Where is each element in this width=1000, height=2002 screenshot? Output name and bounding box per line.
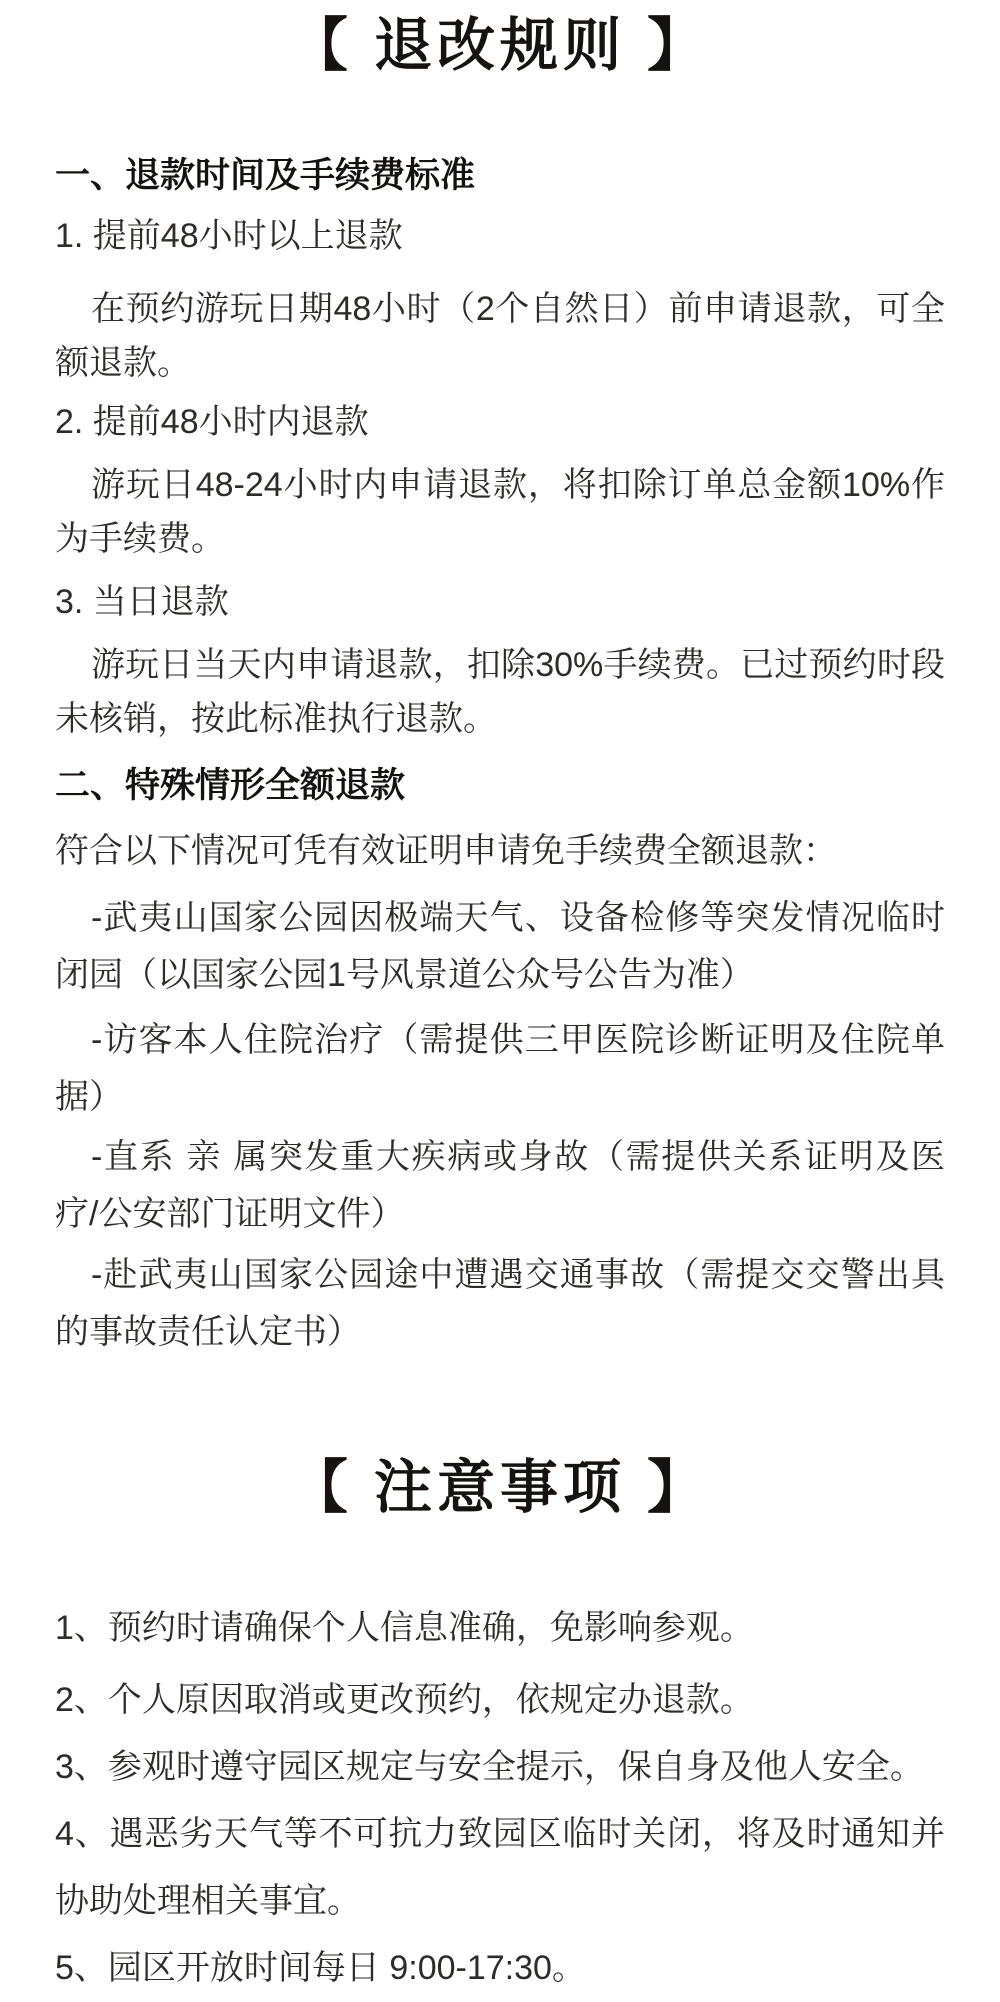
notices-title: 【 注意事项 】: [289, 1455, 711, 1520]
special-refund-bullet-traffic-accident: -赴武夷山国家公园途中遭遇交通事故（需提交交警出具的事故责任认定书）: [55, 1256, 945, 1351]
special-refund-bullet-family-illness: -直系 亲 属突发重大疾病或身故（需提供关系证明及医疗/公安部门证明文件）: [55, 1138, 945, 1233]
rule-item-2-body: 游玩日48-24小时内申请退款，将扣除订单总金额10%作为手续费。: [55, 466, 945, 558]
section-heading-special-full-refund: 二、特殊情形全额退款: [55, 766, 406, 805]
rule-item-3-body: 游玩日当天内申请退款，扣除30%手续费。已过预约时段未核销，按此标准执行退款。: [55, 646, 945, 738]
rule-item-1-label: 1. 提前48小时以上退款: [55, 217, 403, 255]
special-refund-lead: 符合以下情况可凭有效证明申请免手续费全额退款：: [55, 832, 837, 870]
notice-item-5: 5、园区开放时间每日 9:00-17:30。: [55, 1949, 586, 1987]
notice-item-2: 2、个人原因取消或更改预约，依规定办退款。: [55, 1681, 754, 1719]
rule-item-2-label: 2. 提前48小时内退款: [55, 403, 369, 441]
notice-item-4: 4、遇恶劣天气等不可抗力致园区临时关闭，将及时通知并协助处理相关事宜。: [55, 1815, 945, 1920]
special-refund-bullet-park-closure: -武夷山国家公园因极端天气、设备检修等突发情况临时闭园（以国家公园1号风景道公众号公告为准）: [55, 899, 945, 994]
rule-item-3-label: 3. 当日退款: [55, 583, 229, 621]
notice-item-3: 3、参观时遵守园区规定与安全提示，保自身及他人安全。: [55, 1748, 924, 1786]
special-refund-bullet-hospitalization: -访客本人住院治疗（需提供三甲医院诊断证明及住院单据）: [55, 1021, 945, 1116]
rule-item-1-body: 在预约游玩日期48小时（2个自然日）前申请退款，可全额退款。: [55, 290, 945, 382]
refund-rules-title: 【 退改规则 】: [289, 13, 711, 78]
section-heading-refund-times: 一、退款时间及手续费标准: [55, 156, 476, 195]
notice-item-1: 1、预约时请确保个人信息准确，免影响参观。: [55, 1609, 754, 1647]
